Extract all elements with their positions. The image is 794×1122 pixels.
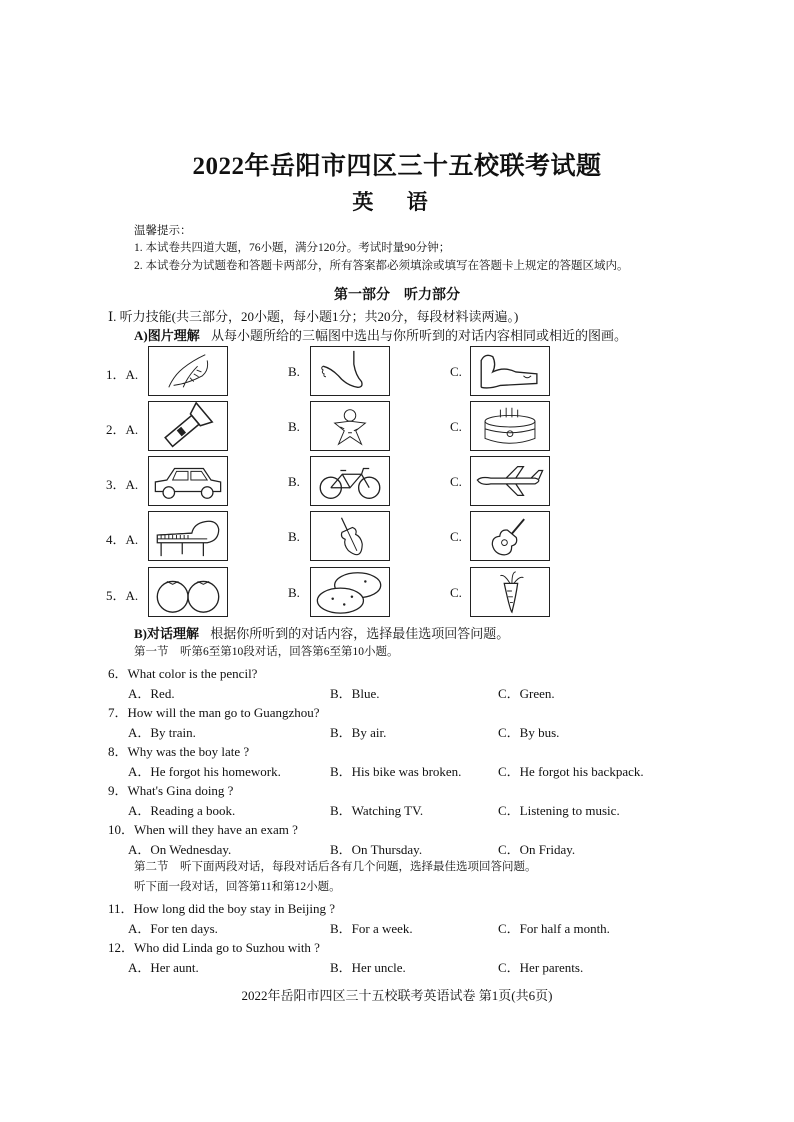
question-text: 12．Who did Linda go to Suzhou with ? (108, 940, 320, 955)
picture-question-number: 1．A. (106, 367, 139, 382)
part-b-label: B)对话理解 (134, 626, 200, 641)
cake-icon (470, 401, 550, 451)
tip-item: 2. 本试卷分为试题卷和答题卡两部分，所有答案都必须填涂或填写在答题卡上规定的答题区域内。 (134, 260, 629, 272)
option-label: B. (288, 474, 300, 489)
option-c: C．On Friday. (498, 842, 576, 857)
option-b: B．Her uncle. (330, 960, 406, 975)
option-label: C. (450, 474, 462, 489)
tip-item: 1. 本试卷共四道大题，76小题，满分120分。考试时量90分钟； (134, 242, 451, 254)
option-label: B. (288, 529, 300, 544)
hand-icon (148, 346, 228, 396)
question-text: 7．How will the man go to Guangzhou? (108, 705, 320, 720)
option-label: B. (288, 419, 300, 434)
option-c: C．By bus. (498, 725, 560, 740)
section-two-instructions: 第二节 听下面两段对话，每段对话后各有几个问题，选择最佳选项回答问题。 (134, 861, 537, 873)
airplane-icon (470, 456, 550, 506)
page-footer: 2022年岳阳市四区三十五校联考英语试卷 第1页(共6页) (241, 988, 553, 1003)
carrot-icon (470, 567, 550, 617)
section-one-instructions: 第一节 听第6至第10段对话，回答第6至第10小题。 (134, 646, 399, 658)
picture-question-number: 5．A. (106, 588, 139, 603)
guitar-icon (470, 511, 550, 561)
option-label: C. (450, 364, 462, 379)
subject-title: 英 语 (352, 190, 442, 214)
part-b-desc: 根据你所听到的对话内容，选择最佳选项回答问题。 (210, 626, 510, 641)
option-a: A．Reading a book. (128, 803, 236, 818)
option-c: C．Listening to music. (498, 803, 620, 818)
option-b: B．For a week. (330, 921, 413, 936)
piano-icon (148, 511, 228, 561)
question-text: 10．When will they have an exam ? (108, 822, 298, 837)
part1-heading: Ⅰ. 听力技能(共三部分，20小题，每小题1分；共20分，每段材料读两遍。) (108, 309, 519, 324)
part-a-desc: 从每小题所给的三幅图中选出与你所听到的对话内容相同或相近的图画。 (210, 328, 627, 343)
picture-question-number: 3．A. (106, 477, 139, 492)
option-a: A．On Wednesday. (128, 842, 232, 857)
option-label: B. (288, 364, 300, 379)
option-label: C. (450, 585, 462, 600)
question-text: 11．How long did the boy stay in Beijing ? (108, 901, 335, 916)
option-label: B. (288, 585, 300, 600)
question-text: 8．Why was the boy late ? (108, 744, 250, 759)
option-b: B．By air. (330, 725, 387, 740)
option-b: B．On Thursday. (330, 842, 423, 857)
option-a: A．He forgot his homework. (128, 764, 281, 779)
option-a: A．Her aunt. (128, 960, 199, 975)
flashlight-icon (148, 401, 228, 451)
foot-icon (310, 346, 390, 396)
option-b: B．Blue. (330, 686, 380, 701)
option-a: A．For ten days. (128, 921, 218, 936)
option-label: C. (450, 419, 462, 434)
picture-question-number: 2．A. (106, 422, 139, 437)
car-icon (148, 456, 228, 506)
option-c: C．He forgot his backpack. (498, 764, 644, 779)
tips-heading: 温馨提示： (134, 225, 192, 237)
option-c: C．Her parents. (498, 960, 584, 975)
question-text: 6．What color is the pencil? (108, 666, 258, 681)
section-two-sub-instructions: 听下面一段对话，回答第11和第12小题。 (134, 881, 341, 893)
option-c: C．For half a month. (498, 921, 610, 936)
potato-icon (310, 567, 390, 617)
option-b: B．His bike was broken. (330, 764, 462, 779)
section-title: 第一部分 听力部分 (334, 288, 460, 303)
part-a-label: A)图片理解 (134, 328, 200, 343)
picture-question-number: 4．A. (106, 532, 139, 547)
question-text: 9．What's Gina doing ? (108, 783, 234, 798)
kite-icon (310, 401, 390, 451)
option-b: B．Watching TV. (330, 803, 424, 818)
violin-icon (310, 511, 390, 561)
option-a: A．Red. (128, 686, 175, 701)
tomato-icon (148, 567, 228, 617)
option-a: A．By train. (128, 725, 196, 740)
arm-icon (470, 346, 550, 396)
bicycle-icon (310, 456, 390, 506)
page-title: 2022年岳阳市四区三十五校联考试题 (192, 153, 602, 180)
option-c: C．Green. (498, 686, 555, 701)
option-label: C. (450, 529, 462, 544)
